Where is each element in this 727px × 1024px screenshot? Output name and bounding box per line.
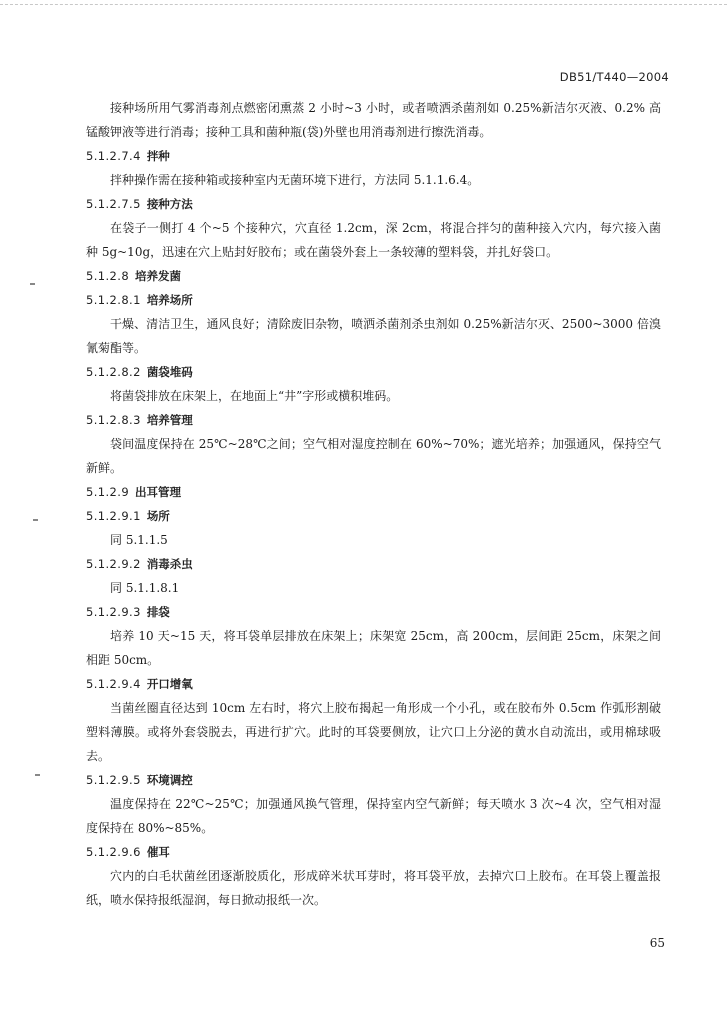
- body-paragraph: 培养 10 天~15 天，将耳袋单层排放在床架上；床架宽 25cm，高 200cm，层间距 25cm，床架之间相距 50cm。: [86, 629, 661, 667]
- section-number: 5.1.2.9.6: [86, 845, 141, 859]
- section-number: 5.1.2.9.3: [86, 605, 141, 619]
- section-title: 开口增氧: [146, 677, 193, 691]
- section-number: 5.1.2.9.4: [86, 677, 141, 691]
- section-title: 环境调控: [146, 773, 193, 787]
- section-heading: [86, 192, 661, 216]
- page-top-border: [0, 4, 727, 6]
- section-title: 场所: [146, 509, 170, 523]
- body-paragraph: 将菌袋排放在床架上，在地面上“井”字形或横积堆码。: [110, 389, 399, 403]
- body-paragraph: 拌种操作需在接种箱或接种室内无菌环境下进行，方法同 5.1.1.6.4。: [110, 173, 480, 187]
- body-paragraph: 当菌丝圈直径达到 10cm 左右时，将穴上胶布揭起一角形成一个小孔，或在胶布外 0.5cm 作弧形割破塑料薄膜。或将外套袋脱去，再进行扩穴。此时的耳袋要侧放，让穴口上分泌的黄水自动流出，或用棉球吸去。: [86, 701, 661, 763]
- body-paragraph: 同 5.1.1.8.1: [110, 581, 180, 595]
- section-number: 5.1.2.8: [86, 269, 130, 283]
- section-heading: [86, 768, 661, 792]
- section-number: 5.1.2.9: [86, 485, 130, 499]
- body-paragraph: 在袋子一侧打 4 个~5 个接种穴，穴直径 1.2cm，深 2cm，将混合拌匀的菌种接入穴内，每穴接入菌种 5g~10g，迅速在穴上贴封好胶布；或在菌袋外套上一条较薄的塑料袋，并扎好袋口。: [86, 221, 661, 259]
- page-number: 65: [649, 936, 665, 950]
- margin-mark: [33, 519, 38, 521]
- section-heading: [86, 408, 661, 432]
- section-number: 5.1.2.8.2: [86, 365, 141, 379]
- body-paragraph: 温度保持在 22℃~25℃；加强通风换气管理，保持室内空气新鲜；每天喷水 3 次~4 次，空气相对湿度保持在 80%~85%。: [86, 797, 661, 835]
- section-number: 5.1.2.8.3: [86, 413, 141, 427]
- section-heading: [86, 552, 661, 576]
- section-title: 消毒杀虫: [146, 557, 193, 571]
- standard-code: DB51/T440—2004: [559, 70, 669, 84]
- section-heading: [86, 600, 661, 624]
- section-heading: [86, 672, 661, 696]
- section-title: 接种方法: [146, 197, 193, 211]
- section-title: 出耳管理: [135, 485, 182, 499]
- section-title: 培养管理: [146, 413, 193, 427]
- section-number: 5.1.2.9.1: [86, 509, 141, 523]
- section-title: 拌种: [146, 149, 170, 163]
- section-number: 5.1.2.8.1: [86, 293, 141, 307]
- body-paragraph: 干燥、清洁卫生，通风良好；清除废旧杂物，喷洒杀菌剂杀虫剂如 0.25%新洁尔灭、2500~3000 倍溴氰菊酯等。: [86, 317, 661, 355]
- section-title: 培养发菌: [135, 269, 182, 283]
- section-heading: [86, 264, 661, 288]
- section-heading: [86, 288, 661, 312]
- body-paragraph: 接种场所用气雾消毒剂点燃密闭熏蒸 2 小时~3 小时，或者喷洒杀菌剂如 0.25%新洁尔灭液、0.2% 高锰酸钾液等进行消毒；接种工具和菌种瓶(袋)外壁也用消毒剂进行擦洗消毒。: [86, 101, 661, 139]
- section-title: 菌袋堆码: [146, 365, 193, 379]
- section-number: 5.1.2.7.4: [86, 149, 141, 163]
- section-heading: [86, 360, 661, 384]
- section-heading: [86, 504, 661, 528]
- section-number: 5.1.2.7.5: [86, 197, 141, 211]
- margin-mark: [35, 774, 40, 776]
- section-heading: [86, 144, 661, 168]
- body-paragraph: 穴内的白毛状菌丝团逐渐胶质化，形成碎米状耳芽时，将耳袋平放，去掉穴口上胶布。在耳袋上覆盖报纸，喷水保持报纸湿润，每日掀动报纸一次。: [86, 869, 661, 907]
- margin-mark: [30, 283, 35, 285]
- section-number: 5.1.2.9.2: [86, 557, 141, 571]
- section-number: 5.1.2.9.5: [86, 773, 141, 787]
- section-heading: [86, 840, 661, 864]
- section-heading: [86, 480, 661, 504]
- section-title: 培养场所: [146, 293, 193, 307]
- document-body: [86, 96, 661, 912]
- body-paragraph: 同 5.1.1.5: [110, 533, 168, 547]
- section-title: 排袋: [146, 605, 170, 619]
- section-title: 催耳: [146, 845, 170, 859]
- body-paragraph: 袋间温度保持在 25℃~28℃之间；空气相对湿度控制在 60%~70%；遮光培养；加强通风，保持空气新鲜。: [86, 437, 661, 475]
